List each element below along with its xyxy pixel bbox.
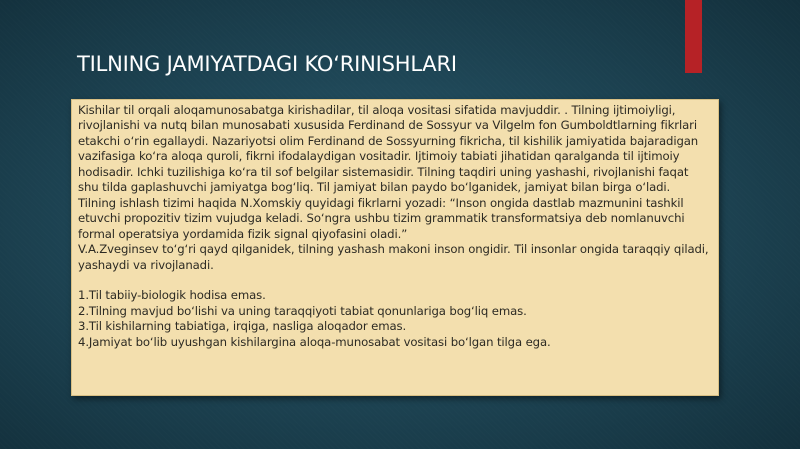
- list-item: 4.Jamiyat bo‘lib uyushgan kishilargina aloqa-munosabat vositasi bo‘lgan tilga ega.: [78, 334, 551, 349]
- list-item: 3.Til kishilarning tabiatiga, irqiga, nasliga aloqador emas.: [78, 319, 407, 334]
- content-text-box[interactable]: [71, 99, 719, 396]
- list-item: 2.Tilning mavjud bo‘lishi va uning taraqqiyoti tabiat qonunlariga bog‘liq emas.: [78, 303, 527, 318]
- spacer: [78, 273, 712, 288]
- slide-title[interactable]: TILNING JAMIYATDAGI KO‘RINISHLARI: [77, 52, 457, 76]
- red-accent-bar: [685, 0, 702, 73]
- paragraph-intro: Kishilar til orqali aloqamunosabatga kirishadilar, til aloqa vositasi sifatida mavjuddir. . Tilning ijtimoiyligi, rivojlanishi va nutq bilan munosabati xususida Ferdinand de Sossyur va Vilgelm fon Gumboldtlarning fikrlari etakchi o‘rin egallaydi. Nazariyotsi olim Ferdinand de Sossyurning fikricha, til kishilik jamiyatida bajaradigan vazifasiga ko‘ra aloqa quroli, fikrni ifodalaydigan vositadir. Ijtimoiy tabiati jihatidan qaralganda til ijtimoiy hodisadir. Ichki tuzilishiga ko‘ra til sof belgilar sistemasidir. Tilning taqdiri uning yashashi, rivojlanishi faqat shu tilda gaplashuvchi jamiyatga bog‘liq. Til jamiyat bilan paydo bo‘lganidek, jamiyat bilan birga o‘ladi.: [78, 103, 699, 195]
- list-item: 1.Til tabiiy-biologik hodisa emas.: [78, 288, 266, 303]
- paragraph-xomskiy: Tilning ishlash tizimi haqida N.Xomskiy quyidagi fikrlarni yozadi: “Inson ongida dastlab mazmunini tashkil etuvchi propozitiv tizim vujudga keladi. So‘ngra ushbu tizim grammatik transformatsiya deb nomlanuvchi formal operatsiya yordamida fizik signal qiyofasini oladi.”: [78, 195, 685, 241]
- paragraph-zveginsev: V.A.Zveginsev to‘g‘ri qayd qilganidek, tilning yashash makoni inson ongidir. Til insonlar ongida taraqqiy qiladi, yashaydi va rivojlanadi.: [78, 242, 709, 272]
